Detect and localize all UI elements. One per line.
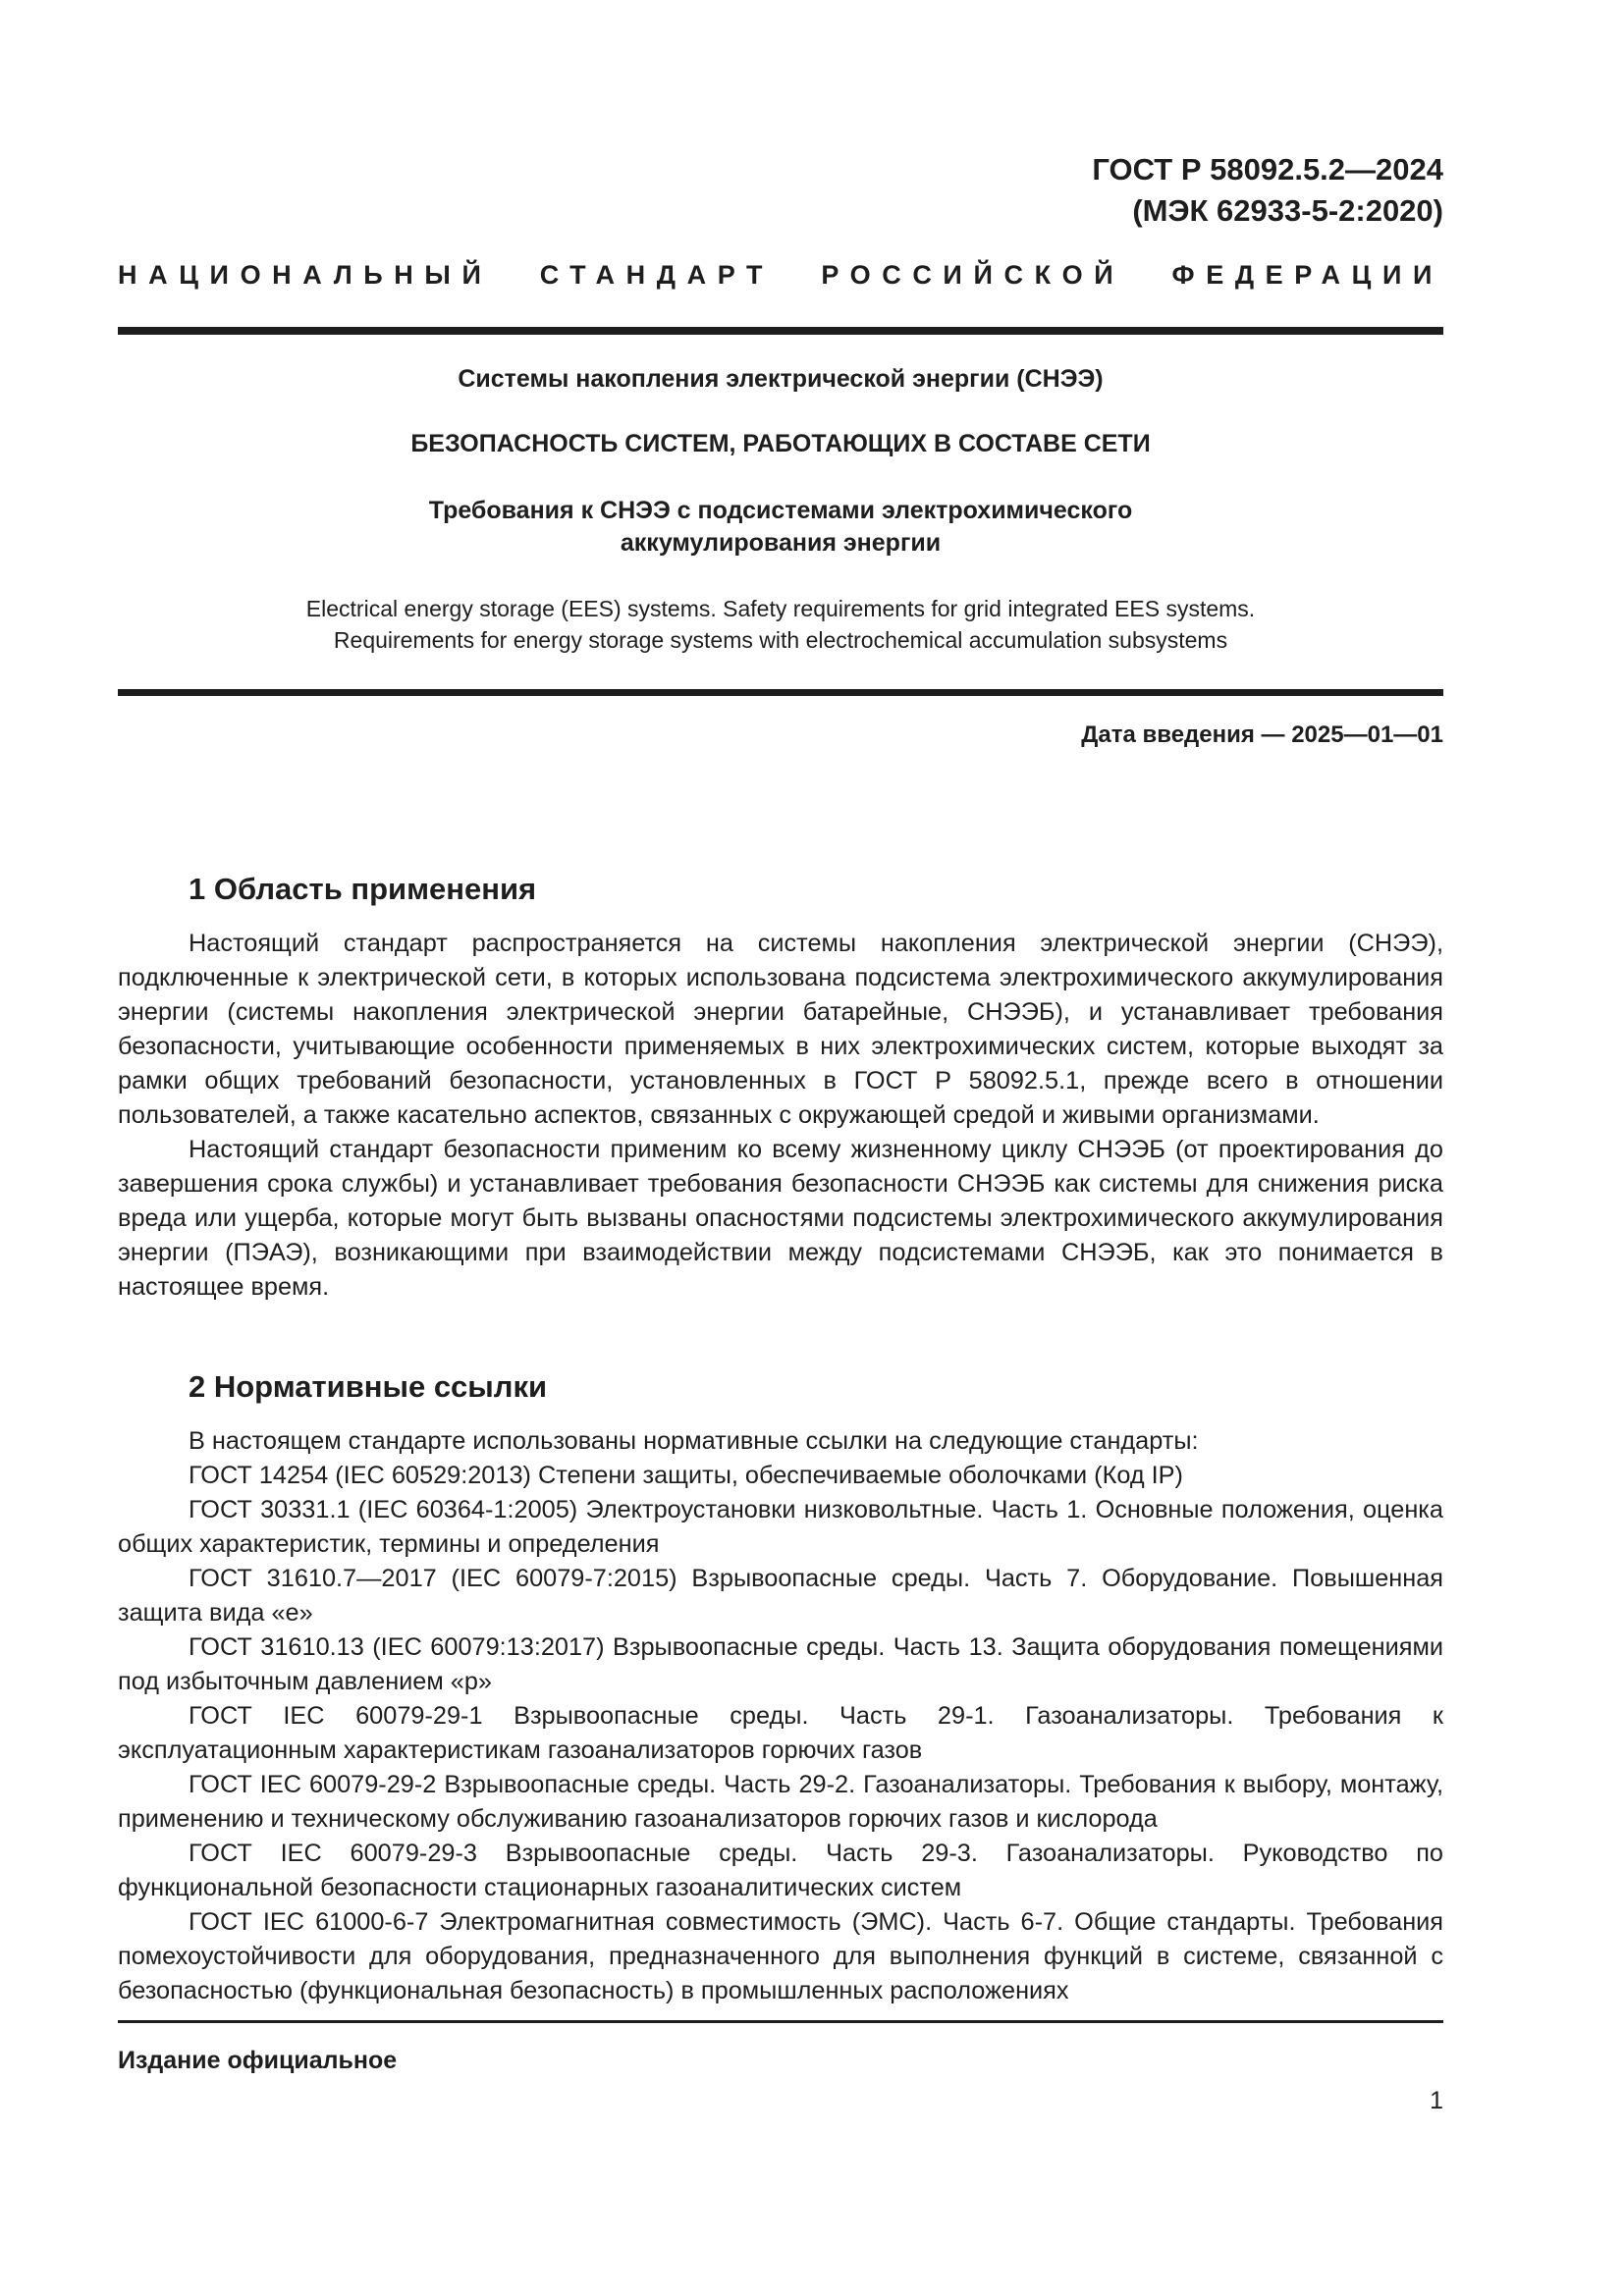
title-line-3: Требования к СНЭЭ с подсистемами электрохимического аккумулирования энергии bbox=[428, 497, 1133, 557]
reference-item: ГОСТ IEC 60079-29-3 Взрывоопасные среды. Часть 29-3. Газоанализаторы. Руководство по функциональной безопасности стационарных газоаналитических систем bbox=[118, 1840, 1443, 1901]
reference-item: ГОСТ 30331.1 (IEC 60364-1:2005) Электроустановки низковольтные. Часть 1. Основные положения, оценка общих характеристик, термины и определения bbox=[118, 1496, 1443, 1558]
header-divider bbox=[118, 327, 1443, 335]
english-title bbox=[118, 593, 1443, 656]
official-edition-label: Издание официальное bbox=[118, 2047, 398, 2074]
references-intro: В настоящем стандарте использованы нормативные ссылки на следующие стандарты: bbox=[189, 1427, 1199, 1455]
section-normative-references bbox=[118, 1369, 1443, 2008]
document-page bbox=[118, 0, 1443, 2296]
reference-item: ГОСТ IEC 60079-29-1 Взрывоопасные среды. Часть 29-1. Газоанализаторы. Требования к эксплуатационным характеристикам газоанализаторов горючих газов bbox=[118, 1702, 1443, 1764]
reference-item: ГОСТ IEC 60079-29-2 Взрывоопасные среды. Часть 29-2. Газоанализаторы. Требования к выбору, монтажу, применению и техническому обслуживанию газоанализаторов горючих газов и кислорода bbox=[118, 1771, 1443, 1833]
footer-divider bbox=[118, 2020, 1443, 2023]
iec-number: (МЭК 62933-5-2:2020) bbox=[1132, 193, 1443, 228]
doc-number: ГОСТ Р 58092.5.2—2024 bbox=[1092, 152, 1443, 187]
reference-item: ГОСТ IEC 61000-6-7 Электромагнитная совместимость (ЭМС). Часть 6-7. Общие стандарты. Требования помехоустойчивости для оборудования, предназначенного для выполнения функций в системе, связанной с безопасностью (функциональная безопасность) в промышленных расположениях bbox=[118, 1908, 1443, 2004]
page-number: 1 bbox=[1430, 2087, 1443, 2114]
section-heading: 1 Область применения bbox=[189, 872, 537, 906]
title-line-1: Системы накопления электрической энергии (СНЭЭ) bbox=[458, 365, 1104, 393]
title-line-2: БЕЗОПАСНОСТЬ СИСТЕМ, РАБОТАЮЩИХ В СОСТАВЕ СЕТИ bbox=[410, 430, 1151, 457]
title-divider bbox=[118, 689, 1443, 696]
reference-item: ГОСТ 14254 (IEC 60529:2013) Степени защиты, обеспечиваемые оболочками (Код IP) bbox=[189, 1462, 1183, 1489]
document-number-block bbox=[1092, 149, 1443, 232]
english-title-line-1: Electrical energy storage (EES) systems. Safety requirements for grid integrated EES systems. bbox=[305, 596, 1256, 621]
section-scope bbox=[118, 872, 1443, 1305]
paragraph: Настоящий стандарт распространяется на системы накопления электрической энергии (СНЭЭ), подключенные к электрической сети, в которых использована подсистема электрохимического аккумулирования энергии (системы накопления электрической энергии батарейные, СНЭЭБ), и устанавливает требования безопасности, учитывающие особенности применяемых в них электрохимических систем, которые выходят за рамки общих требований безопасности, установленных в ГОСТ Р 58092.5.1, прежде всего в отношении пользователей, а также касательно аспектов, связанных с окружающей средой и живыми организмами. bbox=[118, 930, 1443, 1129]
english-title-line-2: Requirements for energy storage systems with electrochemical accumulation subsystems bbox=[333, 627, 1228, 653]
paragraph: Настоящий стандарт безопасности применим ко всему жизненному циклу СНЭЭБ (от проектирования до завершения срока службы) и устанавливает требования безопасности СНЭЭБ как системы для снижения риска вреда или ущерба, которые могут быть вызваны опасностями подсистемы электрохимического аккумулирования энергии (ПЭАЭ), возникающими при взаимодействии между подсистемами СНЭЭБ, как это понимается в настоящее время. bbox=[118, 1136, 1443, 1301]
introduction-date: Дата введения — 2025—01—01 bbox=[1081, 721, 1443, 748]
reference-item: ГОСТ 31610.7—2017 (IEC 60079-7:2015) Взрывоопасные среды. Часть 7. Оборудование. Повышенная защита вида «е» bbox=[118, 1565, 1443, 1627]
national-standard-banner: НАЦИОНАЛЬНЫЙ СТАНДАРТ РОССИЙСКОЙ ФЕДЕРАЦИИ bbox=[118, 260, 1443, 290]
section-heading: 2 Нормативные ссылки bbox=[189, 1369, 548, 1404]
reference-item: ГОСТ 31610.13 (IEC 60079:13:2017) Взрывоопасные среды. Часть 13. Защита оборудования помещениями под избыточным давлением «р» bbox=[118, 1633, 1443, 1695]
